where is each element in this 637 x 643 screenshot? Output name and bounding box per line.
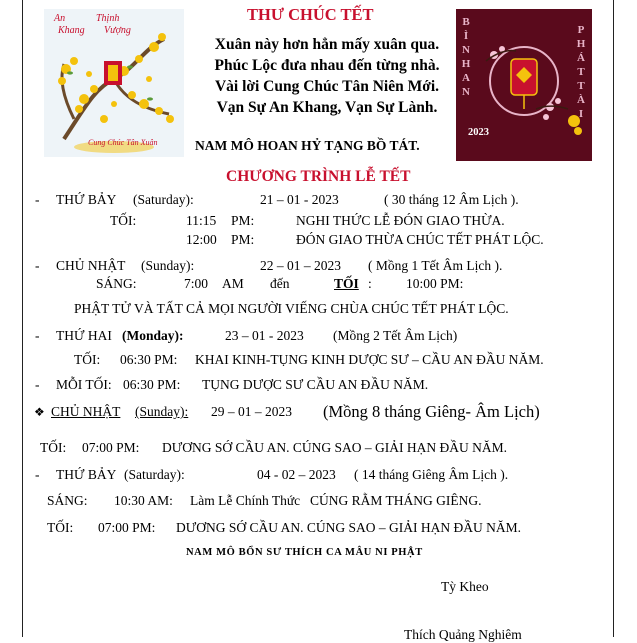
binh-an-phat-tai-card: [456, 9, 592, 161]
time-label: MỖI TỐI:: [56, 377, 112, 392]
bullet: -: [35, 258, 40, 273]
time: 11:15: [186, 213, 217, 228]
program-title: CHƯƠNG TRÌNH LỄ TẾT: [226, 168, 411, 185]
time-label: SÁNG:: [47, 493, 88, 508]
event: ĐÓN GIAO THỪA CHÚC TẾT PHÁT LỘC.: [296, 232, 544, 247]
lunar-date: ( 30 tháng 12 Âm Lịch ).: [384, 192, 519, 207]
date: 04 - 02 – 2023: [257, 467, 336, 482]
lantern-illustration: [456, 9, 592, 161]
time: 07:00 PM:: [82, 440, 140, 455]
pm: PM:: [231, 232, 255, 247]
day-english: (Sunday):: [135, 404, 189, 419]
end-time: 10:00 PM:: [406, 276, 464, 291]
card-text-thinh: Thịnh: [96, 13, 120, 24]
day: CHỦ NHẬT: [56, 258, 126, 273]
lunar-date: (Mồng 8 tháng Giêng- Âm Lịch): [323, 402, 540, 421]
event: DƯƠNG SỚ CẦU AN. CÚNG SAO – GIẢI HẠN ĐẦU NĂM.: [162, 440, 507, 455]
date: 21 – 01 - 2023: [260, 192, 339, 207]
day-english: (Saturday):: [124, 467, 185, 482]
card-text-cung-chuc: Cung Chúc Tân Xuân: [88, 138, 158, 147]
time: 06:30 PM:: [123, 377, 181, 392]
event: TỤNG DƯỢC SƯ CẦU AN ĐẦU NĂM.: [202, 377, 429, 392]
bullet: -: [35, 192, 40, 207]
time-label: TỐI:: [40, 440, 67, 455]
poem-line-2: Phúc Lộc đưa nhau đến từng nhà.: [214, 57, 440, 74]
lunar-date: (Mồng 2 Tết Âm Lịch): [333, 328, 458, 343]
to: đến: [270, 276, 290, 291]
time: 10:30 AM:: [114, 493, 173, 508]
signer-name: Thích Quảng Nghiêm: [404, 627, 522, 642]
event: KHAI KINH-TỤNG KINH DƯỢC SƯ – CẦU AN ĐẦU NĂM.: [195, 352, 544, 367]
apricot-blossom-card: [44, 9, 184, 157]
poem-line-4: Vạn Sự An Khang, Vạn Sự Lành.: [216, 99, 438, 116]
event: DƯƠNG SỚ CẦU AN. CÚNG SAO – GIẢI HẠN ĐẦU NĂM.: [176, 520, 521, 535]
time: 7:00: [184, 276, 209, 291]
time-label: SÁNG:: [96, 276, 137, 291]
bullet: -: [35, 467, 40, 482]
phat-tai-vertical: PHÁT TÀI: [576, 24, 586, 120]
card-text-vuong: Vượng: [104, 25, 131, 36]
closing-prayer: NAM MÔ BỔN SƯ THÍCH CA MÂU NI PHẬT: [186, 547, 423, 558]
day: THỨ BẢY: [56, 467, 117, 482]
card-text-khang: Khang: [58, 25, 85, 36]
time-label: TỐI:: [110, 213, 137, 228]
date: 22 – 01 – 2023: [260, 258, 341, 273]
day-english: (Sunday):: [141, 258, 195, 273]
date: 29 – 01 – 2023: [211, 404, 292, 419]
time-label: TỐI:: [47, 520, 74, 535]
poem-line-1: Xuân này hơn hẳn mấy xuân qua.: [214, 36, 440, 53]
time-label: TỐI:: [74, 352, 101, 367]
day-english: (Saturday):: [133, 192, 194, 207]
time: 07:00 PM:: [98, 520, 156, 535]
time-label-2: TỐI: [334, 276, 359, 291]
day: THỨ BẢY: [56, 192, 117, 207]
lunar-date: ( Mồng 1 Tết Âm Lịch ).: [368, 258, 503, 273]
lunar-date: ( 14 tháng Giêng Âm Lịch ).: [354, 467, 509, 482]
day: CHỦ NHẬT: [51, 404, 121, 419]
event: CÚNG RẰM THÁNG GIÊNG.: [310, 493, 482, 508]
page-title: THƯ CHÚC TẾT: [247, 5, 374, 24]
am: AM: [222, 276, 244, 291]
poem-line-3: Vài lời Cung Chúc Tân Niên Mới.: [214, 78, 440, 95]
day-english: (Monday):: [122, 328, 184, 343]
diamond-bullet-icon: ❖: [34, 405, 45, 419]
day: THỨ HAI: [56, 328, 112, 343]
pm: PM:: [231, 213, 255, 228]
new-year-poem: [196, 34, 458, 118]
bullet: -: [35, 377, 40, 392]
blessing-line: NAM MÔ HOAN HỶ TẠNG BỒ TÁT.: [195, 138, 420, 153]
binh-an-vertical: BÌNH AN: [461, 16, 471, 98]
bullet: -: [35, 328, 40, 343]
time: 12:00: [186, 232, 217, 247]
card-text-an: An: [54, 13, 66, 24]
event: PHẬT TỬ VÀ TẤT CẢ MỌI NGƯỜI VIẾNG CHÙA CHÚC TẾT PHÁT LỘC.: [74, 301, 509, 316]
date: 23 – 01 - 2023: [225, 328, 304, 343]
year-label: 2023: [468, 127, 489, 138]
time: 06:30 PM:: [120, 352, 178, 367]
event: NGHI THỨC LỄ ĐÓN GIAO THỪA.: [296, 213, 505, 228]
colon: :: [368, 276, 372, 291]
event-name: Làm Lễ Chính Thức: [190, 493, 301, 508]
signer-title: Tỳ Kheo: [441, 579, 489, 594]
